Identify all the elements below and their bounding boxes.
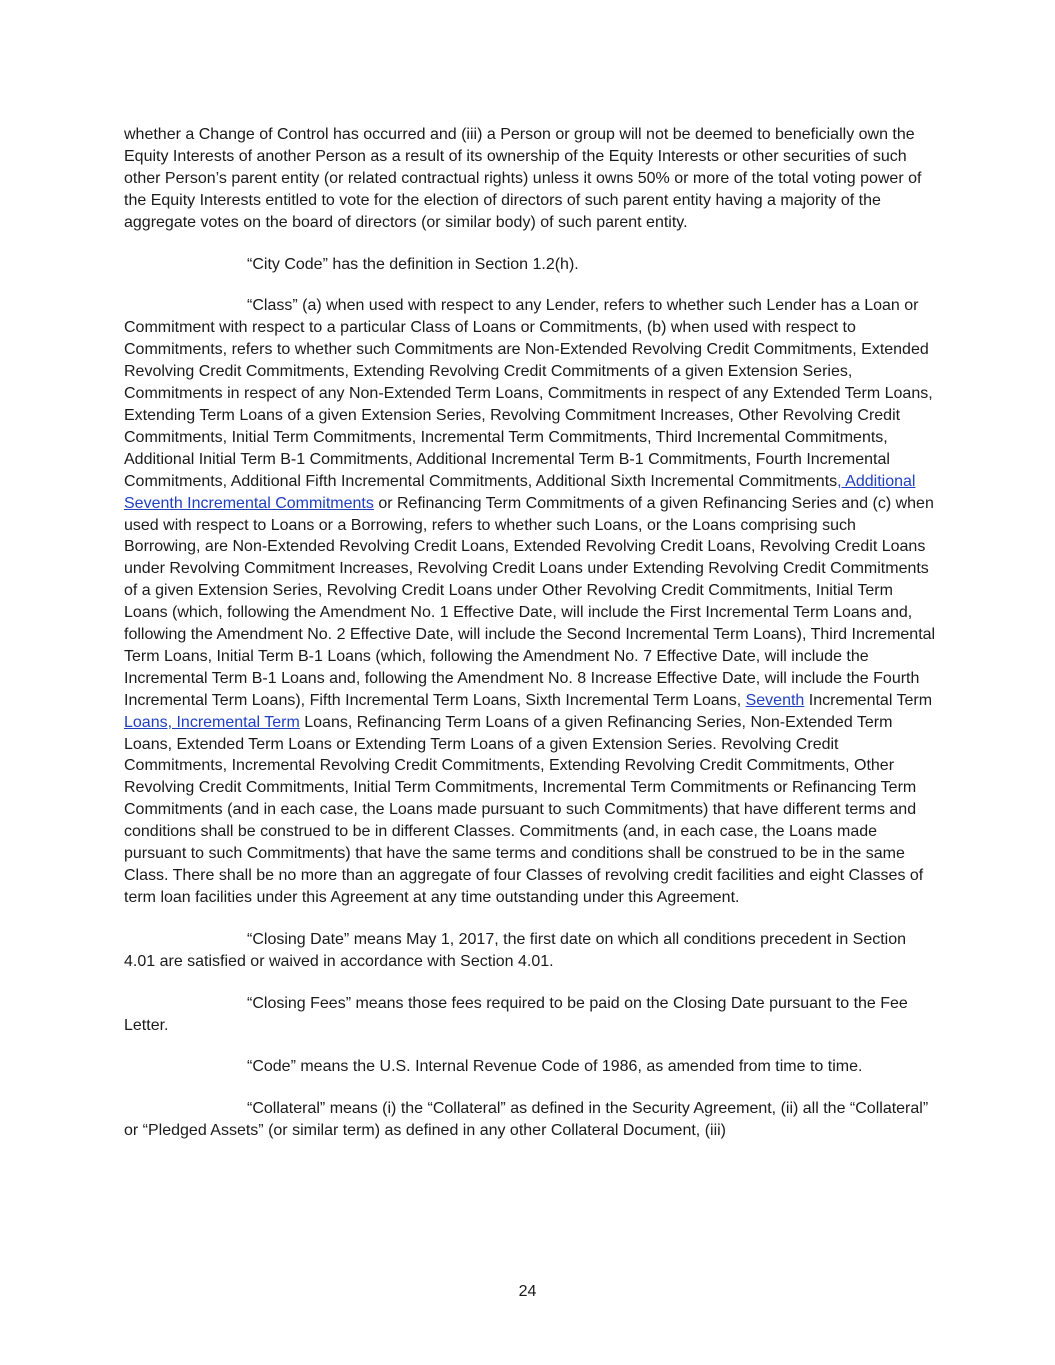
document-body [124, 124, 936, 1162]
continuation-paragraph: whether a Change of Control has occurred and (iii) a Person or group will not be deemed to beneficially own the Equity Interests of another Person as a result of its ownership of the Equity Interests or other securities of such other Person’s parent entity (or related contractual rights) unless it owns 50% or more of the total voting power of the Equity Interests entitled to vote for the election of directors of such parent entity having a majority of the aggregate votes on the board of directors (or similar body) of such parent entity. [124, 126, 922, 231]
inserted-text-additional-seventh-commitments: , Additional Seventh Incremental Commitments [124, 472, 916, 512]
definition-closing-fees: “Closing Fees” means those fees required to be paid on the Closing Date pursuant to the Fee Letter. [124, 994, 908, 1034]
class-text-part-3: Incremental Term [804, 691, 933, 709]
class-text-part-2: or Refinancing Term Commitments of a given Refinancing Series and (c) when used with respect to Loans or a Borrowing, refers to whether such Loans, or the Loans comprising such Borrowing, are Non-Extended Revolving Credit Loans, Extended Revolving Credit Loans, Revolving Credit Loans under Revolving Commitment Increases, Revolving Credit Loans under Extending Revolving Credit Commitments of a given Extension Series, Revolving Credit Loans under Other Revolving Credit Commitments, Initial Term Loans (which, following the Amendment No. 1 Effective Date, will include the First Incremental Term Loans and, following the Amendment No. 2 Effective Date, will include the Second Incremental Term Loans), Third Incremental Term Loans, Initial Term B-1 Loans (which, following the Amendment No. 7 Effective Date, will include the Incremental Term B-1 Loans and, following the Amendment No. 8 Increase Effective Date, will include the Fourth Incremental Term Loans), Fifth Incremental Term Loans, Sixth Incremental Term Loans, [124, 494, 936, 709]
definition-code: “Code” means the U.S. Internal Revenue Code of 1986, as amended from time to time. [247, 1058, 863, 1076]
definition-city-code: “City Code” has the definition in Section 1.2(h). [247, 255, 579, 273]
page-number: 24 [518, 1283, 537, 1300]
definition-closing-date: “Closing Date” means May 1, 2017, the first date on which all conditions precedent in Section 4.01 are satisfied or waived in accordance with Section 4.01. [124, 930, 907, 970]
definition-class [124, 295, 936, 908]
inserted-text-seventh: Seventh [745, 691, 805, 709]
class-text-part-1: “Class” (a) when used with respect to any Lender, refers to whether such Lender has a Loan or Commitment with respect to a particular Class of Loans or Commitments, (b) when used with respect to Commitments, refers to whether such Commitments are Non-Extended Revolving Credit Commitments, Extended Revolving Credit Commitments, Extending Revolving Credit Commitments of a given Extension Series, Commitments in respect of any Non-Extended Term Loans, Commitments in respect of any Extended Term Loans, Extending Term Loans of a given Extension Series, Revolving Commitment Increases, Other Revolving Credit Commitments, Initial Term Commitments, Incremental Term Commitments, Third Incremental Commitments, Additional Initial Term B-1 Commitments, Additional Incremental Term B-1 Commitments, Fourth Incremental Commitments, Additional Fifth Incremental Commitments, Additional Sixth Incremental Commitments [124, 297, 933, 490]
class-text-part-4: Loans, Refinancing Term Loans of a given Refinancing Series, Non-Extended Term Loans, Extended Term Loans or Extending Term Loans of a given Extension Series. Revolving Credit Commitments, Incremental Revolving Credit Commitments, Extending Revolving Credit Commitments, Other Revolving Credit Commitments, Initial Term Commitments, Incremental Term Commitments or Refinancing Term Commitments (and in each case, the Loans made pursuant to such Commitments) that have different terms and conditions shall be construed to be in different Classes. Commitments (and, in each case, the Loans made pursuant to such Commitments) that have the same terms and conditions shall be construed to be in the same Class. There shall be no more than an aggregate of four Classes of revolving credit facilities and eight Classes of term loan facilities under this Agreement at any time outstanding under this Agreement. [124, 713, 924, 906]
inserted-text-loans-incremental-term: Loans, Incremental Term [124, 713, 300, 731]
definition-collateral: “Collateral” means (i) the “Collateral” as defined in the Security Agreement, (ii) all the “Collateral” or “Pledged Assets” (or similar term) as defined in any other Collateral Document, (iii) [124, 1100, 929, 1140]
